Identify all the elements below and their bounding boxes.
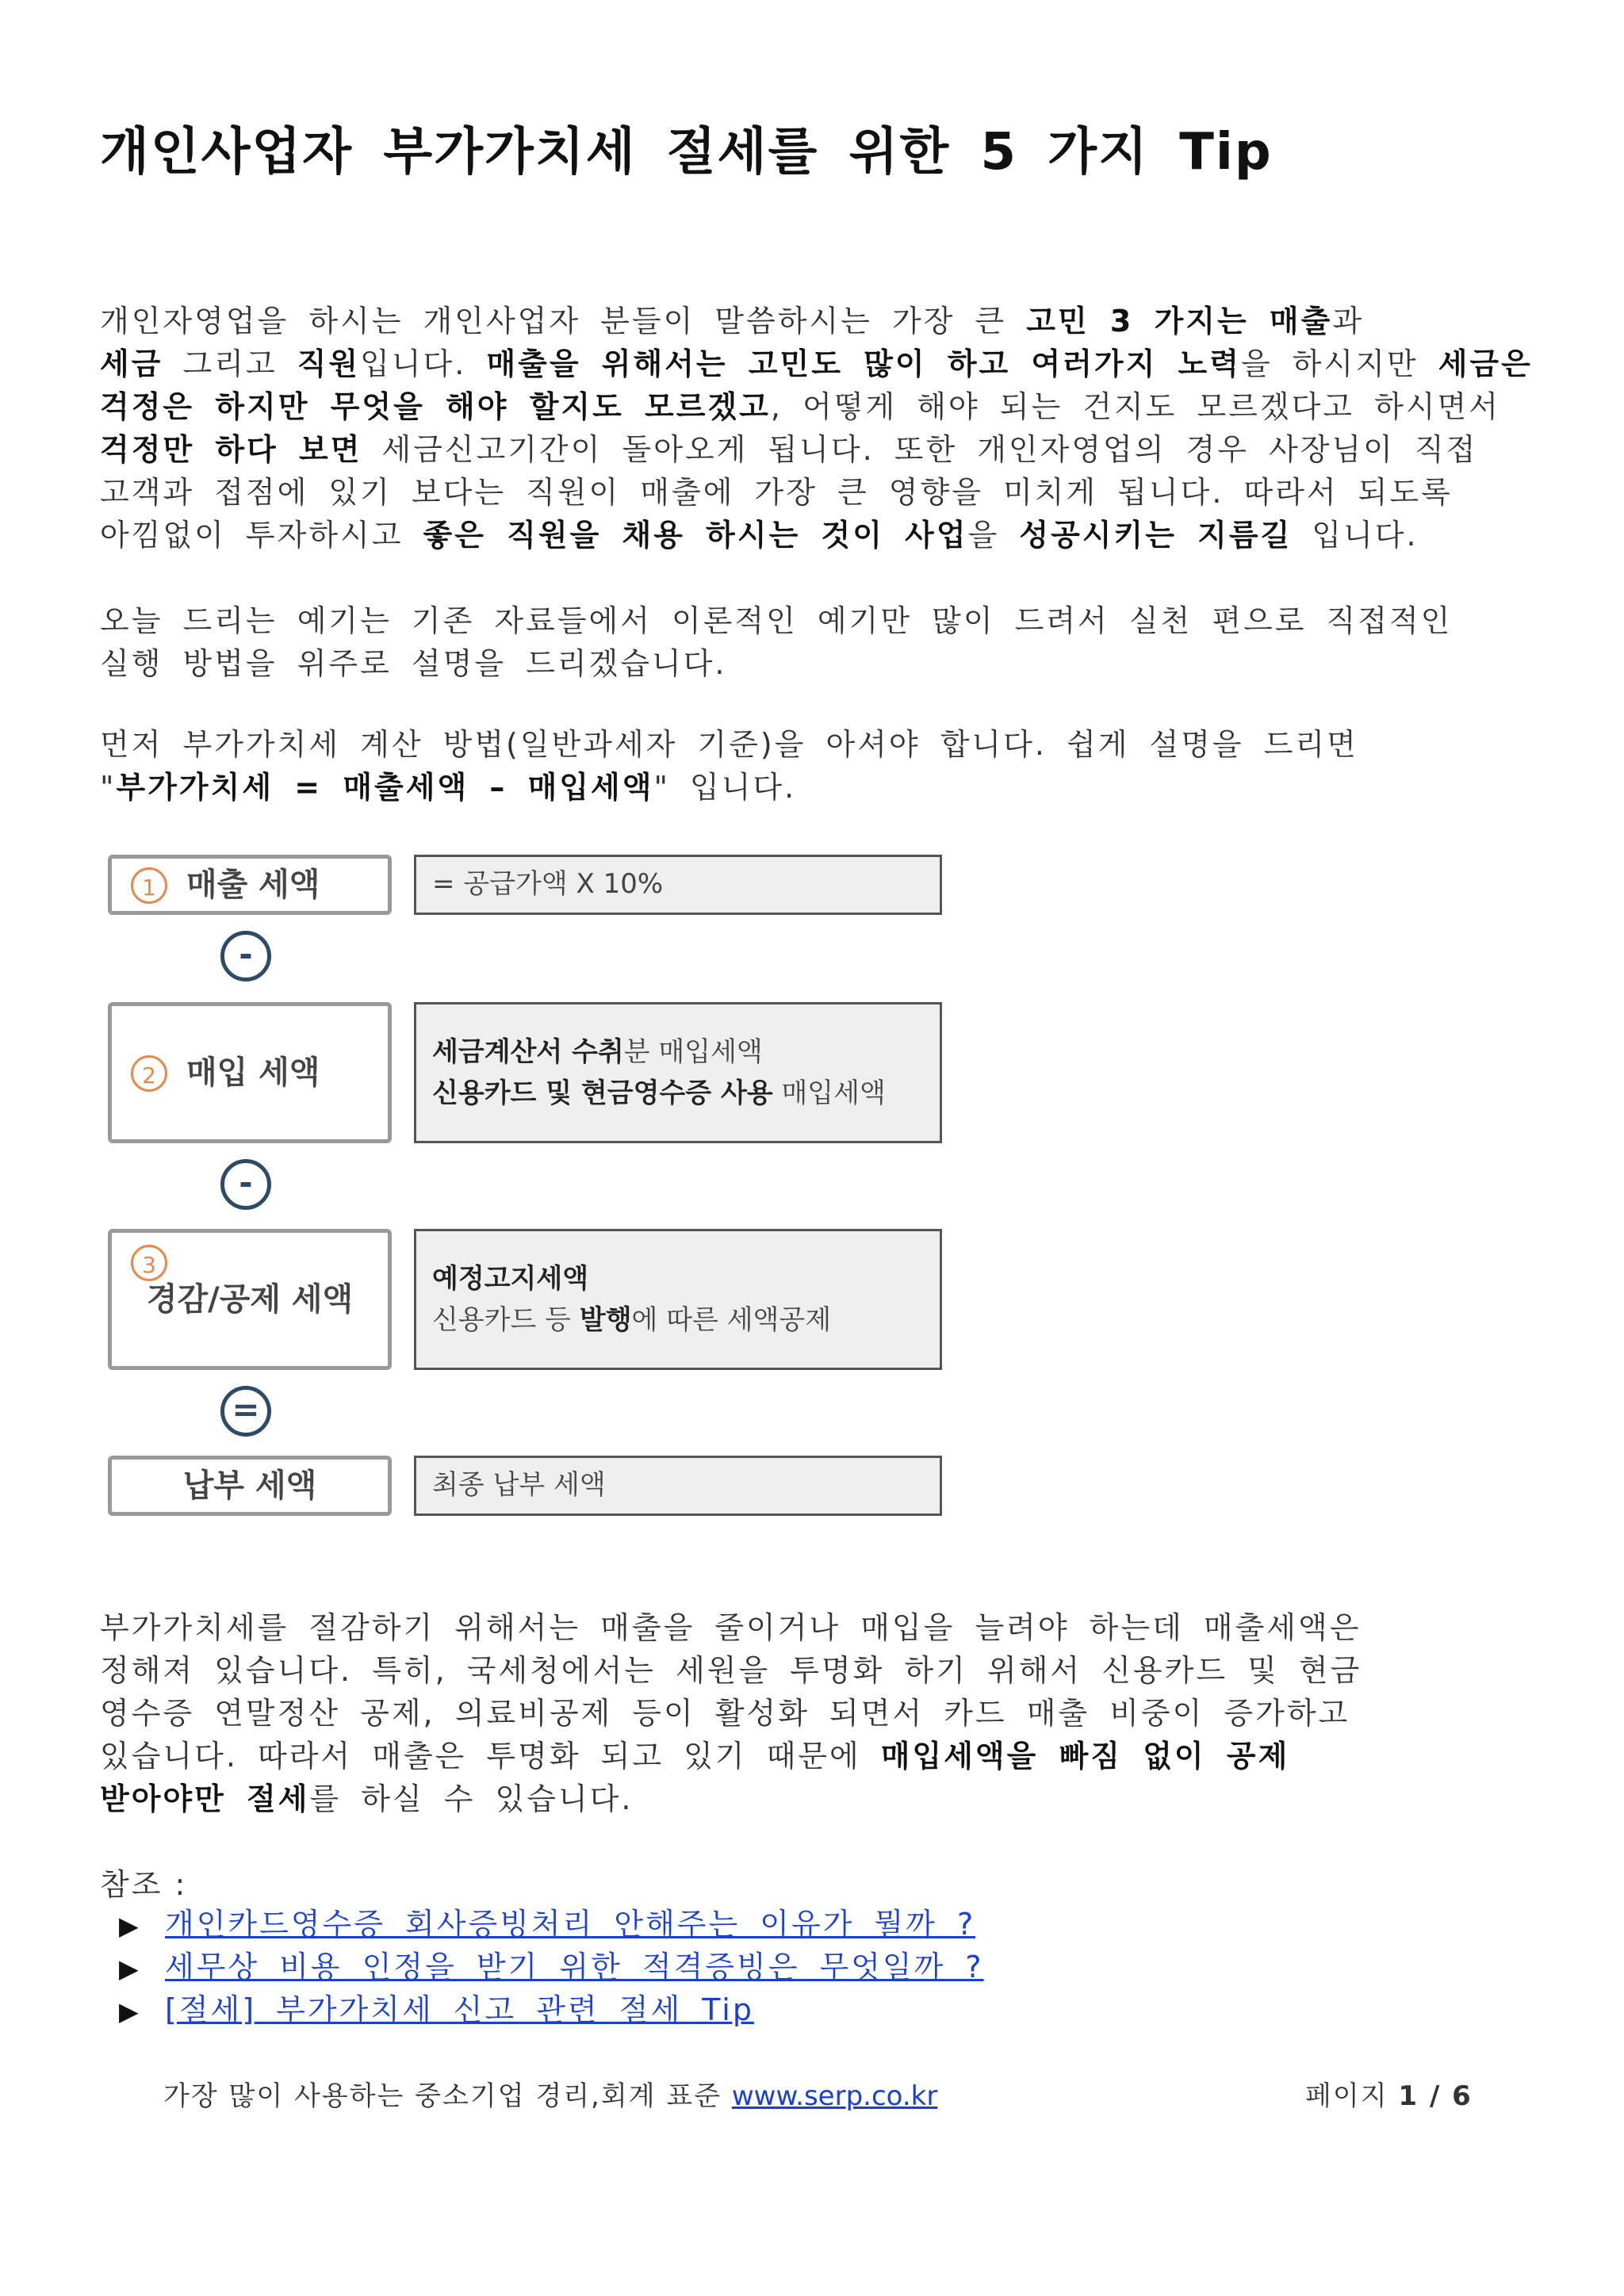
bold-span: 좋은 직원을 채용 하시는 것이 사업	[423, 518, 968, 553]
intro-line-1	[100, 300, 1543, 342]
page-separator: /	[1419, 2080, 1453, 2112]
reference-item	[119, 1903, 984, 1946]
purchase-tax-box	[108, 1002, 392, 1143]
intro-line-6	[100, 514, 1543, 557]
minus-operator-1: -	[220, 931, 271, 982]
bold-span: 예정고지세액	[432, 1263, 589, 1295]
text-span: 을	[967, 518, 1020, 553]
paragraph-4	[100, 1606, 1543, 1820]
reference-label: 참조 :	[100, 1867, 188, 1902]
bold-span: 매입세액을 빠짐 없이 공제	[880, 1739, 1290, 1774]
text-span: 분 매입세액	[623, 1036, 763, 1068]
bold-span: 세금은	[1438, 346, 1533, 381]
paragraph-2	[100, 599, 1543, 685]
text-span: 입니다.	[360, 346, 487, 381]
page-total: 6	[1452, 2080, 1473, 2112]
bold-span: 성공시키는 지름길	[1019, 518, 1293, 553]
text-span: 개인자영업을 하시는 개인사업자 분들이 말씀하시는 가장 큰	[100, 304, 1027, 339]
step-number-3: 3	[131, 1245, 167, 1281]
intro-line-3	[100, 385, 1543, 428]
step-number-2: 2	[131, 1055, 167, 1092]
deduction-detail-box	[414, 1229, 942, 1370]
p4-line-4	[100, 1735, 1543, 1777]
bold-span: 걱정만 하다 보면	[100, 432, 362, 467]
text-span: 아낌없이 투자하시고	[100, 518, 423, 553]
triangle-bullet-icon: ▶	[119, 1911, 139, 1941]
deduction-detail-line-1	[432, 1258, 940, 1299]
text-span: 있습니다. 따라서 매출은 투명화 되고 있기 때문에	[100, 1739, 881, 1774]
reference-link-2[interactable]: 세무상 비용 인정을 받기 위한 적격증빙은 무엇일까 ?	[165, 1950, 984, 1984]
intro-line-4	[100, 428, 1543, 471]
purchase-tax-label: 매입 세액	[186, 1054, 320, 1091]
p2-line-2: 실행 방법을 위주로 설명을 드리겠습니다.	[100, 646, 727, 681]
footer-site-link[interactable]: www.serp.co.kr	[731, 2080, 938, 2112]
deduction-tax-box	[108, 1229, 392, 1370]
purchase-detail-line-2	[432, 1073, 940, 1114]
text-span: " 입니다.	[653, 770, 797, 805]
footer-left	[163, 2074, 937, 2113]
text-span: 에 따른 세액공제	[631, 1304, 832, 1336]
p3-line-2	[100, 766, 1543, 809]
p3-line-1: 먼저 부가가치세 계산 방법(일반과세자 기준)을 아셔야 합니다. 쉽게 설명을 드리면	[100, 727, 1358, 762]
intro-paragraph	[100, 300, 1543, 557]
text-span: 과	[1332, 304, 1365, 339]
text-span: 세금신고기간이 돌아오게 됩니다. 또한 개인자영업의 경우 사장님이 직접	[362, 432, 1478, 467]
text-span: "	[100, 770, 117, 805]
text-span: 를 하실 수 있습니다.	[309, 1781, 634, 1816]
reference-link-1[interactable]: 개인카드영수증 회사증빙처리 안해주는 이유가 뭘까 ?	[165, 1907, 976, 1942]
page-label: 페이지	[1305, 2080, 1399, 2112]
bold-span: 매출을 위해서는 고민도 많이 하고 여러가지 노력	[486, 346, 1241, 381]
sales-tax-label: 매출 세액	[186, 867, 320, 903]
purchase-tax-detail-box	[414, 1002, 942, 1143]
p4-line-2: 정해져 있습니다. 특히, 국세청에서는 세원을 투명화 하기 위해서 신용카드 및 현금	[100, 1653, 1362, 1688]
p4-line-1: 부가가치세를 절감하기 위해서는 매출을 줄이거나 매입을 늘려야 하는데 매출세액은	[100, 1610, 1362, 1645]
step-number-1: 1	[131, 867, 167, 904]
formula-bold: 부가가치세 = 매출세액 – 매입세액	[116, 770, 654, 805]
text-span: , 어떻게 해야 되는 건지도 모르겠다고 하시면서	[770, 389, 1500, 424]
bold-span: 직원	[297, 346, 361, 381]
triangle-bullet-icon: ▶	[119, 1996, 139, 2026]
bold-span: 발행	[579, 1304, 632, 1336]
text-span: 을 하시지만	[1240, 346, 1438, 381]
payable-tax-box	[108, 1456, 392, 1516]
bold-span: 고민 3 가지는 매출	[1026, 304, 1333, 339]
deduction-detail-line-2	[432, 1299, 940, 1341]
bold-span: 세금	[100, 346, 163, 381]
sales-tax-formula-box	[414, 855, 942, 915]
reference-item	[119, 1988, 984, 2031]
deduction-tax-label: 경감/공제 세액	[146, 1281, 354, 1318]
purchase-detail-line-1	[432, 1031, 940, 1073]
payable-tax-label: 납부 세액	[182, 1468, 317, 1504]
p2-line-1: 오늘 드리는 예기는 기존 자료들에서 이론적인 예기만 많이 드려서 실천 편으로 직접적인	[100, 603, 1453, 638]
intro-line-2	[100, 342, 1543, 385]
sales-tax-box	[108, 855, 392, 915]
equals-operator: =	[220, 1386, 271, 1437]
sales-tax-formula: = 공급가액 X 10%	[432, 868, 664, 900]
bold-span: 세금계산서 수취	[432, 1036, 624, 1068]
bold-span: 받아야만 절세	[100, 1781, 310, 1816]
payable-tax-detail: 최종 납부 세액	[432, 1469, 606, 1501]
text-span: 그리고	[163, 346, 297, 381]
page-current: 1	[1398, 2080, 1419, 2112]
footer-tagline: 가장 많이 사용하는 중소기업 경리,회계 표준	[163, 2080, 732, 2112]
bold-span: 신용카드 및 현금영수증 사용	[432, 1077, 773, 1109]
text-span: 신용카드 등	[432, 1304, 580, 1336]
page-indicator	[1305, 2074, 1473, 2113]
text-span: 매입세액	[772, 1077, 886, 1109]
minus-operator-2: -	[220, 1159, 271, 1210]
payable-tax-detail-box	[414, 1456, 942, 1516]
reference-link-3[interactable]: [절세] 부가가치세 신고 관련 절세 Tip	[165, 1992, 754, 2027]
reference-item	[119, 1946, 984, 1988]
reference-list	[119, 1903, 984, 2031]
paragraph-3	[100, 723, 1543, 809]
bold-span: 걱정은 하지만 무엇을 해야 할지도 모르겠고	[100, 389, 771, 424]
p4-line-5	[100, 1777, 1543, 1820]
intro-line-5: 고객과 접점에 있기 보다는 직원이 매출에 가장 큰 영향을 미치게 됩니다. 따라서 되도록	[100, 475, 1453, 510]
p4-line-3: 영수증 연말정산 공제, 의료비공제 등이 활성화 되면서 카드 매출 비중이 증가하고	[100, 1696, 1350, 1731]
triangle-bullet-icon: ▶	[119, 1954, 139, 1984]
page-title: 개인사업자 부가가치세 절세를 위한 5 가지 Tip	[100, 123, 1273, 182]
text-span: 입니다.	[1292, 518, 1419, 553]
vat-calculation-diagram	[100, 848, 996, 1530]
